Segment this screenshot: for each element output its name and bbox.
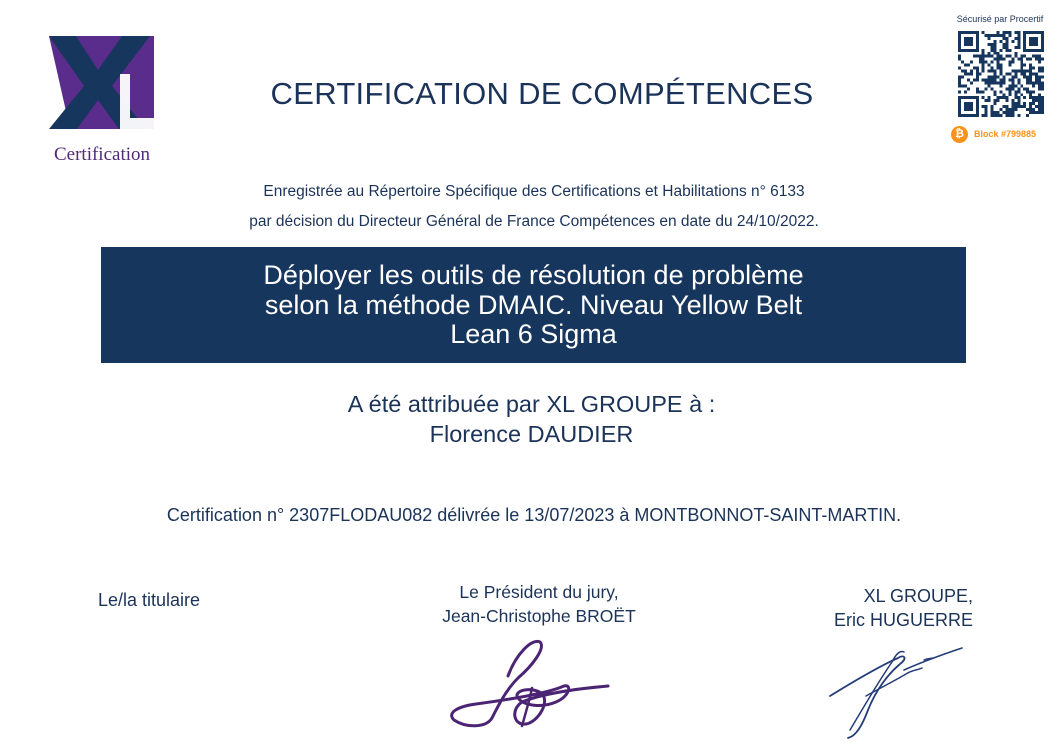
blockchain-block [951,125,1036,143]
certification-title: Déployer les outils de résolution de problème selon la méthode DMAIC. Niveau Yellow Belt Lean 6 Sigma [263,260,804,350]
organization-signatory-signature [826,640,966,740]
secured-by-label: Sécurisé par Procertif [956,14,1044,24]
holder-signature-label: Le/la titulaire [98,590,201,610]
organization-signatory-block [834,584,973,632]
jury-name: Jean-Christophe BROËT [442,606,636,626]
block-label: Block #799885 [974,129,1037,139]
jury-role: Le Président du jury, [459,582,619,602]
jury-president-signature [446,636,616,732]
jury-president-block [439,580,639,628]
awarded-by-line: A été attribuée par XL GROUPE à : [347,391,716,417]
holder-name: Florence DAUDIER [429,421,634,447]
bitcoin-icon: ₿ [951,126,968,143]
xl-certification-logo [46,34,158,166]
qr-code[interactable] [958,31,1044,117]
organization-signatory-name: Eric HUGUERRE [833,610,973,630]
registration-line-2: par décision du Directeur Général de France Compétences en date du 24/10/2022. [249,213,819,230]
page-title: CERTIFICATION DE COMPÉTENCES [270,76,814,111]
registration-line-1: Enregistrée au Répertoire Spécifique des Certifications et Habilitations n° 6133 [263,183,805,200]
certificate-number-line: Certification n° 2307FLODAU082 délivrée le 13/07/2023 à MONTBONNOT-SAINT-MARTIN. [166,505,902,525]
xl-logo-mark [46,34,158,146]
organization-role: XL GROUPE, [863,586,973,606]
certification-banner [101,247,966,363]
logo-text: Certification [53,144,151,165]
